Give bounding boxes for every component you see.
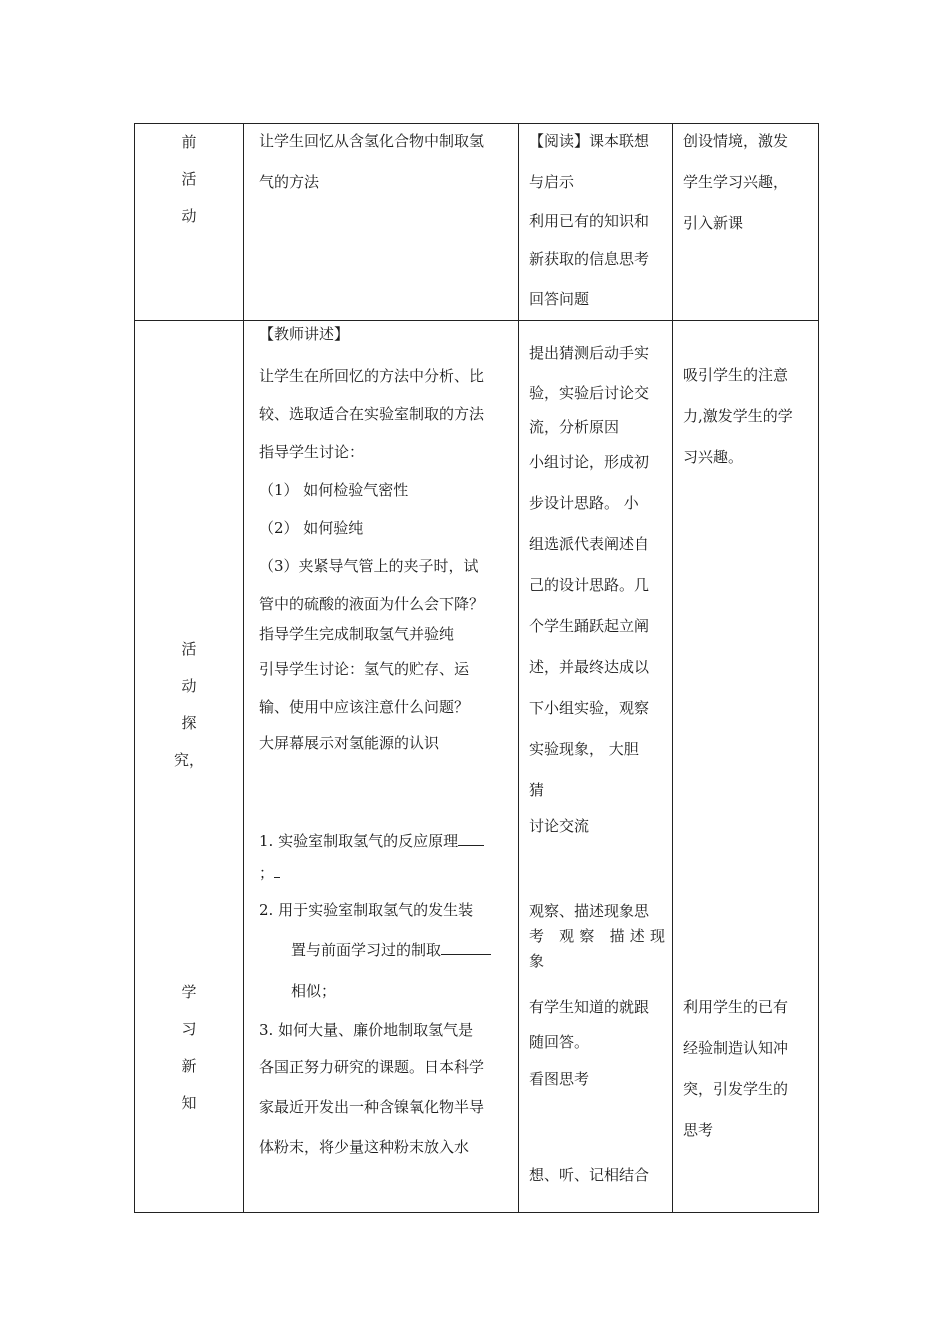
question-3: （3）夹紧导气管上的夹子时，试 — [259, 557, 479, 575]
listen-note: 想、听、记相结合 — [529, 1166, 650, 1184]
stage-cell — [135, 124, 244, 321]
observe-block: 观察、描述现象思 考 观察 描述现 象 — [529, 902, 665, 970]
stage-label: 学 习 新 知 — [181, 983, 197, 1112]
design-intent-text: 利用学生的已有 经验制造认知冲 突，引发学生的 思考 — [683, 998, 789, 1139]
question-2: （2） 如何验纯 — [259, 519, 364, 537]
list-item: 3. 如何大量、廉价地制取氢气是 — [259, 1021, 474, 1039]
design-intent-text: 吸引学生的注意 力,激发学生的学 习兴趣。 — [683, 366, 793, 466]
answer-blank — [458, 831, 484, 846]
answer-blank — [441, 940, 491, 955]
question-list: 1. 实验室制取氢气的反应原理 ； 2. 用于实验室制取氢气的发生装 置与前面学习过的制取 相似； 3. 如何大量、廉价地制取氢气是 各国正努力研究的课题。日本科学 家最近开发出一种含镍氧化物半导 体粉末，将少量这种粉末放入水 — [259, 826, 491, 1166]
stage-cell — [135, 321, 244, 1213]
table-row — [135, 124, 819, 321]
list-item: 2. 用于实验室制取氢气的发生装 — [259, 901, 474, 919]
stage-label: 活 动 探 究， — [173, 640, 204, 769]
section-heading: 【教师讲述】 — [259, 325, 350, 343]
table-row — [135, 321, 819, 1213]
teacher-activity-cell — [244, 124, 519, 321]
student-activity-text: 【阅读】课本联想 与启示 利用已有的知识和 新获取的信息思考 回答问题 — [529, 132, 650, 308]
stage-label: 前 活 动 — [181, 133, 197, 225]
question-1: （1） 如何检验气密性 — [259, 481, 409, 499]
design-intent-text: 创设情境，激发 学生学习兴趣， 引入新课 — [683, 132, 789, 232]
lesson-plan-table — [134, 123, 819, 1213]
teacher-activity-text: 【教师讲述】 让学生在所回忆的方法中分析、比 较、选取适合在实验室制取的方法 指导学生讨论： （1） 如何检验气密性 （2） 如何验纯 （3）夹紧导气管上的夹子时，试 管中的硫酸的液面为什么会下降？ 指导学生完成制取氢气并验纯 引导学生讨论：氢气的贮存、运 输、使用中应该注意什么问题？ 大屏幕展示对氢能源的认识 1. 实验室制取氢气的反应原理 ； 2. 用于实验室制取氢气的发生装 置与前面学习过的制取 相似； 3. 如何大量、廉价地制取氢气是 各国正努力研究的课题。日本科学 家最近开发出一种含镍氧化物半导 体粉末，将少量这种粉末放入水 — [259, 321, 491, 1166]
teacher-activity-text: 让学生回忆从含氢化合物中制取氢 气的方法 — [259, 132, 485, 191]
student-activity-text: 提出猜测后动手实 验，实验后讨论交 流，分析原因 小组讨论，形成初 步设计思路。 小 组选派代表阐述自 己的设计思路。几 个学生踊跃起立阐 述，并最终达成以 下小组实验，观察 实验现象， 大胆 猜 讨论交流 观察、描述现象思 考 观察 描述现 象 有学生知道的就跟 随回答。 看图思考 想、听、记相结合 — [529, 333, 665, 1190]
student-activity-cell — [519, 124, 673, 321]
answer-blank — [274, 863, 280, 878]
answer-block: 有学生知道的就跟 随回答。 看图思考 — [529, 998, 650, 1088]
design-intent-cell — [673, 321, 819, 1213]
student-activity-cell — [519, 321, 673, 1213]
list-item: 1. 实验室制取氢气的反应原理 — [259, 826, 491, 856]
design-intent-cell — [673, 124, 819, 321]
teacher-activity-cell — [244, 321, 519, 1213]
